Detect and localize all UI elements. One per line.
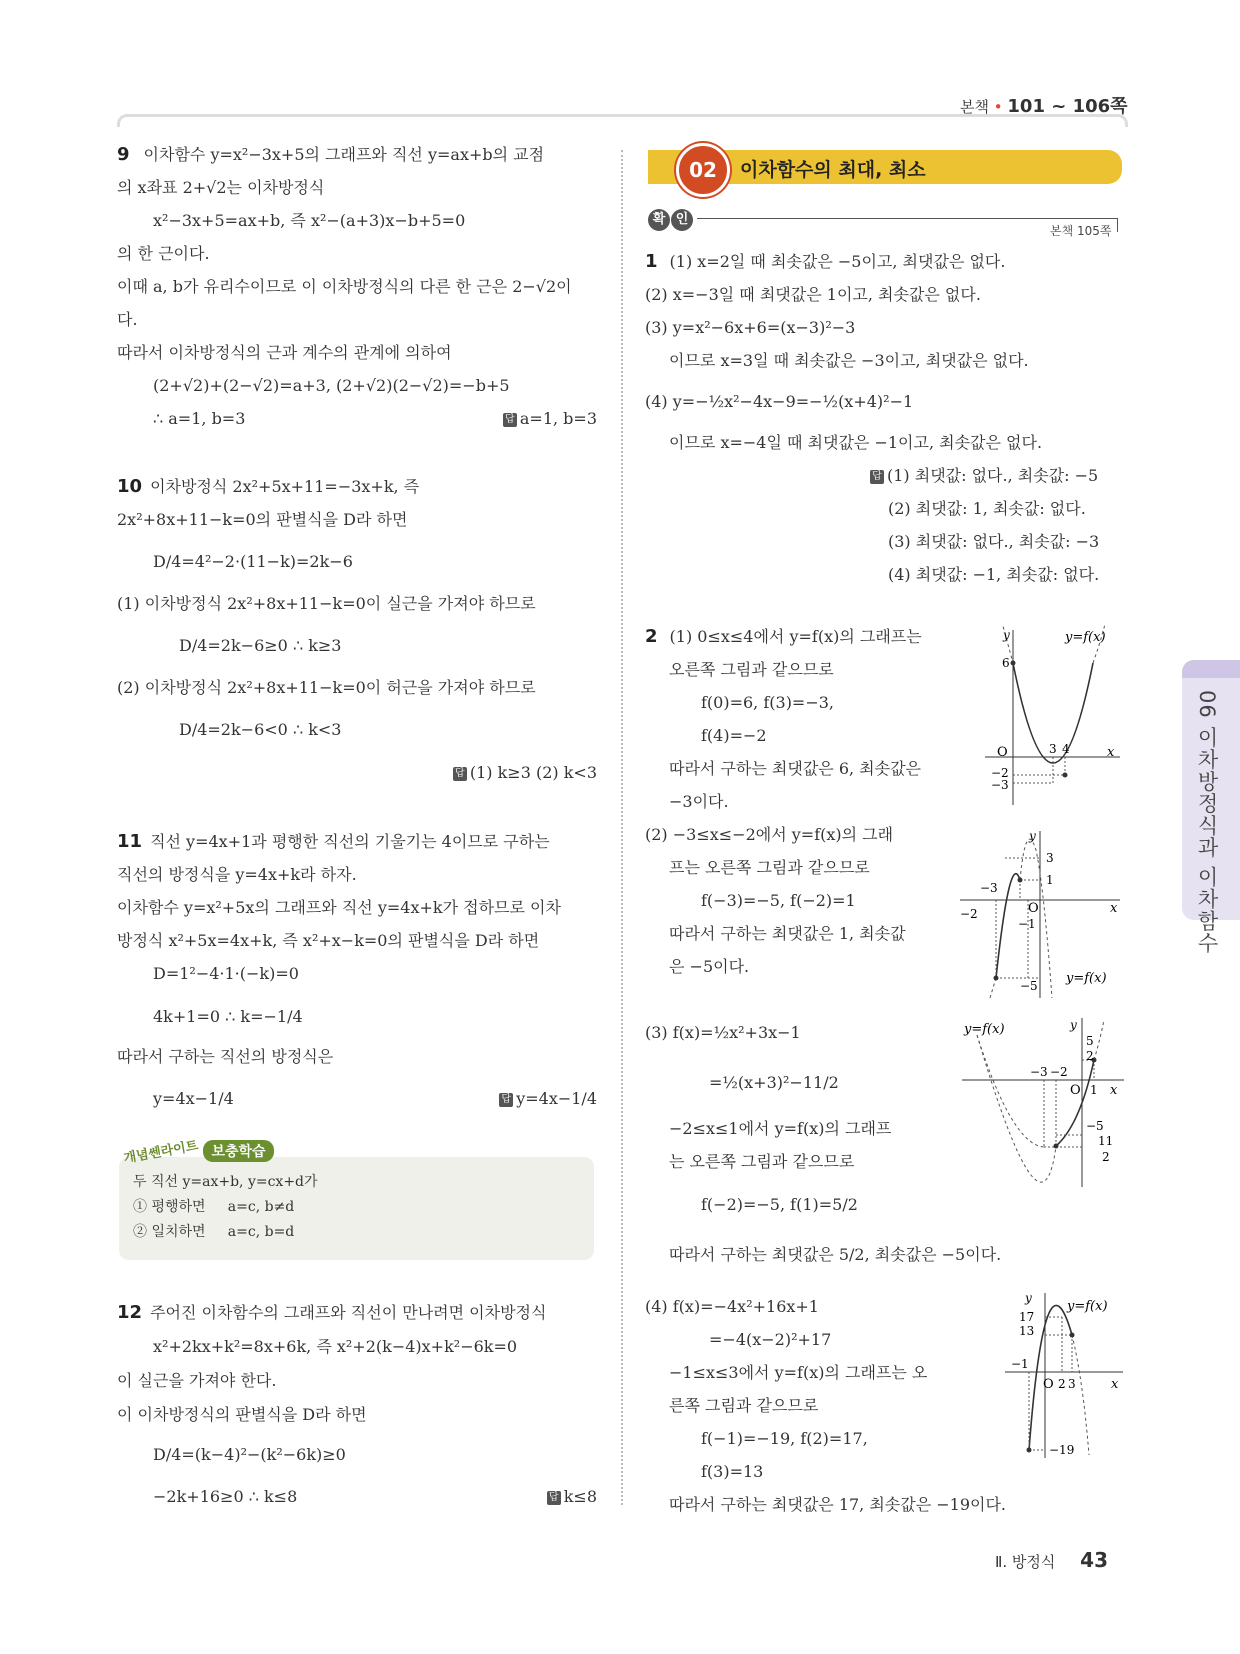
answer-icon: 답 <box>547 1491 561 1505</box>
graph-2-3-label: −3 <box>1030 1065 1048 1079</box>
problem-2-line-10: 따라서 구하는 최댓값은 1, 최솟값 <box>669 924 906 943</box>
problem-12-line-4: 이 이차방정식의 판별식을 D라 하면 <box>117 1405 367 1424</box>
answer-icon: 답 <box>453 767 467 781</box>
problem-9-line-4: 의 한 근이다. <box>117 244 210 263</box>
problem-2-line-12: (3) f(x)=½x²+3x−1 <box>645 1023 801 1042</box>
problem-2-line-9: f(−3)=−5, f(−2)=1 <box>701 891 856 910</box>
graph-2-3-label: y=f(x) <box>964 1022 1005 1037</box>
problem-11-line-1: 11 직선 y=4x+1과 평행한 직선의 기울기는 4이므로 구하는 <box>117 831 550 852</box>
problem-9-line-6: 다. <box>117 310 138 329</box>
graph-2-4 <box>1005 1290 1125 1460</box>
graph-2-1-label: 3 <box>1049 742 1057 756</box>
concept-tag <box>122 1138 274 1167</box>
graph-2-4-label: 13 <box>1019 1324 1035 1338</box>
problem-10-answer: 답 (1) k≥3 (2) k<3 <box>453 756 597 789</box>
problem-1-line-6: 이므로 x=−4일 때 최댓값은 −1이고, 최솟값은 없다. <box>669 433 1043 452</box>
problem-2-line-1: 2 (1) 0≤x≤4에서 y=f(x)의 그래프는 <box>645 626 922 647</box>
problem-2-line-13: =½(x+3)²−11/2 <box>709 1073 839 1092</box>
graph-2-4-label: O <box>1043 1377 1054 1392</box>
concept-tag-brand: 개념쎈라이트 <box>122 1138 200 1167</box>
graph-2-1-label: −3 <box>991 778 1009 792</box>
problem-2-line-17: 따라서 구하는 최댓값은 5/2, 최솟값은 −5이다. <box>669 1245 1002 1264</box>
problem-10-line-3: D/4=4²−2·(11−k)=2k−6 <box>153 552 353 571</box>
problem-2-line-14: −2≤x≤1에서 y=f(x)의 그래프 <box>669 1119 892 1138</box>
graph-2-3-label: 2 <box>1086 1049 1094 1063</box>
problem-12-line-3: 이 실근을 가져야 한다. <box>117 1371 277 1390</box>
problem-10-line-7: D/4=2k−6<0 ∴ k<3 <box>179 720 342 739</box>
graph-2-3-label: −2 <box>1050 1065 1068 1079</box>
section-title: 이차함수의 최대, 최소 <box>740 159 926 181</box>
concept-line-2: ① 평행하면 a=c, b≠d <box>133 1199 295 1215</box>
confirm-label-2: 인 <box>671 209 693 231</box>
concept-line-1: 두 직선 y=ax+b, y=cx+d가 <box>133 1174 318 1190</box>
problem-2-line-6: −3이다. <box>669 792 729 811</box>
graph-2-1-label: y <box>1003 628 1010 642</box>
graph-2-2-label: 1 <box>1046 873 1054 887</box>
problem-10-line-4: (1) 이차방정식 2x²+8x+11−k=0이 실근을 가져야 하므로 <box>117 594 536 613</box>
page-header: 본책 • 101 ~ 106쪽 <box>960 96 1128 117</box>
graph-2-3-point <box>1054 1144 1059 1149</box>
answer-icon: 답 <box>870 470 884 484</box>
problem-9-answer: 답 a=1, b=3 <box>503 402 597 435</box>
problem-11-line-3: 이차함수 y=x²+5x의 그래프와 직선 y=4x+k가 접하므로 이차 <box>117 898 561 917</box>
concept-tag-label: 보충학습 <box>203 1140 273 1162</box>
problem-10-line-6: (2) 이차방정식 2x²+8x+11−k=0이 허근을 가져야 하므로 <box>117 678 536 697</box>
column-divider <box>621 150 623 1505</box>
graph-2-3-label: 11 <box>1098 1134 1114 1148</box>
problem-1-line-3: (3) y=x²−6x+6=(x−3)²−3 <box>645 318 856 337</box>
graph-2-4-label: 3 <box>1068 1377 1076 1391</box>
problem-1-line-1: 1 (1) x=2일 때 최솟값은 −5이고, 최댓값은 없다. <box>645 251 1006 272</box>
graph-2-3-label: 5 <box>1086 1034 1094 1048</box>
problem-2-line-18: (4) f(x)=−4x²+16x+1 <box>645 1297 819 1316</box>
graph-2-2-label: x <box>1110 901 1118 916</box>
problem-2-line-21: 른쪽 그림과 같으므로 <box>669 1396 819 1415</box>
problem-1-answer-2: (2) 최댓값: 1, 최솟값: 없다. <box>888 499 1086 518</box>
problem-9-line-1: 9 이차함수 y=x²−3x+5의 그래프와 직선 y=ax+b의 교점 <box>117 144 545 165</box>
problem-10-line-5: D/4=2k−6≥0 ∴ k≥3 <box>179 636 342 655</box>
problem-2-line-5: 따라서 구하는 최댓값은 6, 최솟값은 <box>669 759 921 778</box>
header-book: 본책 <box>960 98 989 116</box>
confirm-reference: 본책 105쪽 <box>1050 224 1112 238</box>
problem-11-line-7: 따라서 구하는 직선의 방정식은 <box>117 1047 334 1066</box>
problem-2-line-22: f(−1)=−19, f(2)=17, <box>701 1429 868 1448</box>
graph-2-2 <box>960 828 1125 1000</box>
left-column <box>117 0 597 1654</box>
graph-2-4-point <box>1070 1333 1075 1338</box>
problem-11-line-5: D=1²−4·1·(−k)=0 <box>153 964 299 983</box>
problem-9-line-8: (2+√2)+(2−√2)=a+3, (2+√2)(2−√2)=−b+5 <box>153 376 510 395</box>
graph-2-1-label: y=f(x) <box>1065 630 1106 645</box>
graph-2-1 <box>975 625 1125 810</box>
problem-1-answer-4: (4) 최댓값: −1, 최솟값: 없다. <box>888 565 1100 584</box>
graph-2-4-label: −1 <box>1011 1357 1029 1371</box>
problem-2-line-11: 은 −5이다. <box>669 957 750 976</box>
graph-2-1-label: 4 <box>1062 742 1070 756</box>
problem-2-line-16: f(−2)=−5, f(1)=5/2 <box>701 1195 858 1214</box>
problem-10-line-2: 2x²+8x+11−k=0의 판별식을 D라 하면 <box>117 510 408 529</box>
graph-2-4-label: x <box>1111 1377 1119 1392</box>
problem-9-line-3: x²−3x+5=ax+b, 즉 x²−(a+3)x−b+5=0 <box>153 211 466 230</box>
graph-2-4-label: y=f(x) <box>1067 1299 1108 1314</box>
confirm-label-1: 확 <box>648 209 670 231</box>
problem-12-line-2: x²+2kx+k²=8x+6k, 즉 x²+2(k−4)x+k²−6k=0 <box>153 1337 518 1356</box>
graph-2-4-label: 17 <box>1019 1310 1035 1324</box>
answer-icon: 답 <box>503 413 517 427</box>
graph-2-1-point <box>1011 661 1016 666</box>
graph-2-3 <box>962 1015 1127 1190</box>
problem-11-line-2: 직선의 방정식을 y=4x+k라 하자. <box>117 865 357 884</box>
problem-9-line-7: 따라서 이차방정식의 근과 계수의 관계에 의하여 <box>117 343 452 362</box>
problem-1-line-2: (2) x=−3일 때 최댓값은 1이고, 최솟값은 없다. <box>645 285 981 304</box>
graph-2-2-label: y <box>1029 829 1036 843</box>
graph-2-3-label: 2 <box>1102 1150 1110 1164</box>
problem-2-line-4: f(4)=−2 <box>701 726 767 745</box>
graph-2-1-label: x <box>1107 745 1115 760</box>
graph-2-1-label: −2 <box>991 766 1009 780</box>
graph-2-2-label: −3 <box>980 881 998 895</box>
problem-2-line-7: (2) −3≤x≤−2에서 y=f(x)의 그래 <box>645 825 894 844</box>
graph-2-1-label: O <box>997 745 1008 760</box>
page-footer <box>995 1548 1108 1572</box>
problem-9-line-2: 의 x좌표 2+√2는 이차방정식 <box>117 178 325 197</box>
problem-11-line-6: 4k+1=0 ∴ k=−1/4 <box>153 1007 303 1026</box>
problem-2-line-2: 오른쪽 그림과 같으므로 <box>669 660 834 679</box>
problem-1-answer-1: 답 (1) 최댓값: 없다., 최솟값: −5 <box>870 459 1098 492</box>
problem-1-answer-3: (3) 최댓값: 없다., 최솟값: −3 <box>888 532 1100 551</box>
graph-2-2-point <box>1018 878 1023 883</box>
problem-11-answer: 답 y=4x−1/4 <box>499 1082 597 1115</box>
problem-11-line-8: y=4x−1/4 <box>153 1089 234 1108</box>
problem-2-line-8: 프는 오른쪽 그림과 같으므로 <box>669 858 870 877</box>
graph-2-1-label: 6 <box>1002 656 1010 670</box>
chapter-side-tab-label: 06 이차방정식과 이차함수 <box>1195 690 1219 955</box>
problem-12-answer: 답 k≤8 <box>547 1480 597 1513</box>
section-number: 02 <box>676 143 730 197</box>
graph-2-2-label: −1 <box>1018 917 1036 931</box>
problem-9-line-5: 이때 a, b가 유리수이므로 이 이차방정식의 다른 한 근은 2−√2이 <box>117 277 572 296</box>
graph-2-2-point <box>994 976 999 981</box>
problem-2-line-15: 는 오른쪽 그림과 같으므로 <box>669 1152 855 1171</box>
graph-2-2-label: −5 <box>1020 979 1038 993</box>
page-number: 43 <box>1080 1548 1109 1572</box>
header-pages: 101 ~ 106쪽 <box>1007 96 1128 117</box>
graph-2-3-label: y <box>1070 1018 1077 1032</box>
graph-2-3-label: 1 <box>1090 1083 1098 1097</box>
graph-2-3-label: x <box>1110 1083 1118 1098</box>
concept-line-3: ② 일치하면 a=c, b=d <box>133 1224 295 1240</box>
graph-2-4-label: −19 <box>1049 1443 1075 1457</box>
problem-2-line-24: 따라서 구하는 최댓값은 17, 최솟값은 −19이다. <box>669 1495 1007 1514</box>
graph-2-1-point <box>1063 773 1068 778</box>
problem-2-line-20: −1≤x≤3에서 y=f(x)의 그래프는 오 <box>669 1363 928 1382</box>
graph-2-3-label: O <box>1070 1083 1081 1098</box>
graph-2-2-label: O <box>1028 901 1039 916</box>
problem-12-line-6: −2k+16≥0 ∴ k≤8 <box>153 1487 298 1506</box>
problem-12-line-1: 12 주어진 이차함수의 그래프와 직선이 만나려면 이차방정식 <box>117 1302 547 1323</box>
answer-icon: 답 <box>499 1093 513 1107</box>
problem-11-line-4: 방정식 x²+5x=4x+k, 즉 x²+x−k=0의 판별식을 D라 하면 <box>117 931 540 950</box>
problem-2-line-23: f(3)=13 <box>701 1462 764 1481</box>
graph-2-2-label: 3 <box>1046 851 1054 865</box>
footer-chapter: Ⅱ. 방정식 <box>995 1553 1056 1571</box>
graph-2-4-label: 2 <box>1058 1377 1066 1391</box>
problem-1-line-4: 이므로 x=3일 때 최솟값은 −3이고, 최댓값은 없다. <box>669 351 1029 370</box>
problem-2-line-19: =−4(x−2)²+17 <box>709 1330 832 1349</box>
problem-9-line-9: ∴ a=1, b=3 <box>153 409 246 428</box>
graph-2-4-point <box>1027 1448 1032 1453</box>
problem-1-line-5: (4) y=−½x²−4x−9=−½(x+4)²−1 <box>645 392 914 411</box>
problem-12-line-5: D/4=(k−4)²−(k²−6k)≥0 <box>153 1445 346 1464</box>
graph-2-2-label: y=f(x) <box>1066 971 1107 986</box>
graph-2-2-curve <box>996 874 1020 978</box>
graph-2-3-label: −5 <box>1086 1119 1104 1133</box>
problem-10-line-1: 10 이차방정식 2x²+5x+11=−3x+k, 즉 <box>117 476 420 497</box>
problem-2-line-3: f(0)=6, f(3)=−3, <box>701 693 835 712</box>
graph-2-2-label: −2 <box>960 907 978 921</box>
graph-2-4-label: y <box>1025 1291 1032 1305</box>
